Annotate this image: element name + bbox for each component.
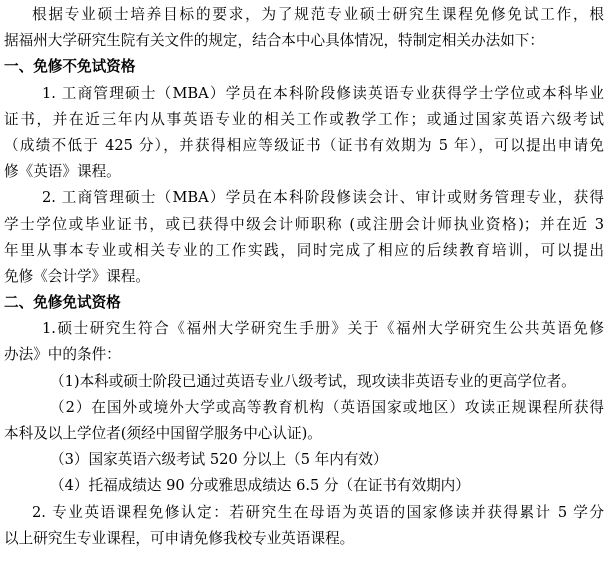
section-2-item-1-sub-2-line-2: 本科及以上学位者(须经中国留学服务中心认证)。 [4,425,322,442]
section-2-item-1-line-2: 办法》中的条件： [4,346,121,364]
section-1-item-2-line-4: 免修《会计学》课程。 [4,267,150,285]
section-1-item-1-line-4: 修《英语》课程。 [4,163,121,181]
section-2-item-1-line-1: 1.硕士研究生符合《福州大学研究生手册》关于《福州大学研究生公共英语免修 [42,320,604,338]
section-1-item-1-line-3: （成绩不低于 425 分），并获得相应等级证书（证书有效期为 5 年），可以提出申请免 [4,136,604,154]
section-2-item-2-line-1: 2. 专业英语课程免修认定：若研究生在母语为英语的国家修读并获得累计 5 学分 [32,503,604,521]
section-1-item-2-line-2: 学士学位或毕业证书，或已获得中级会计师职称 (或注册会计师执业资格)；并在近 3 [4,215,604,233]
section-1-item-2-line-3: 年里从事本专业或相关专业的工作实践，同时完成了相应的后续教育培训，可以提出 [4,241,604,259]
section-2-item-1-sub-3: （3）国家英语六级考试 520 分以上（5 年内有效） [50,451,388,469]
intro-line-2: 据福州大学研究生院有关文件的规定，结合本中心具体情况，特制定相关办法如下： [4,32,544,50]
section-1-item-1-line-2: 证书，并在近三年内从事英语专业的相关工作或教学工作；或通过国家英语六级考试 [4,110,604,128]
intro-line-1: 根据专业硕士培养目标的要求，为了规范专业硕士研究生课程免修免试工作，根 [32,6,604,23]
section-1-heading: 一、免修不免试资格 [4,58,136,76]
section-1-item-1-line-1: 1. 工商管理硕士（MBA）学员在本科阶段修读英语专业获得学士学位或本科毕业 [42,84,604,102]
section-2-item-1-sub-1: （1)本科或硕士阶段已通过英语专业八级考试，现攻读非英语专业的更高学位者。 [50,372,576,390]
section-1-item-2-line-1: 2. 工商管理硕士（MBA）学员在本科阶段修读会计、审计或财务管理专业，获得 [42,189,604,207]
section-2-item-1-sub-2-line-1: （2）在国外或境外大学或高等教育机构（英语国家或地区）攻读正规课程所获得 [50,398,604,416]
section-2-item-1-sub-4: （4）托福成绩达 90 分或雅思成绩达 6.5 分（在证书有效期内） [50,477,470,495]
section-2-item-2-line-2: 以上研究生专业课程，可申请免修我校专业英语课程。 [4,529,355,547]
section-2-heading: 二、免修免试资格 [4,294,121,312]
